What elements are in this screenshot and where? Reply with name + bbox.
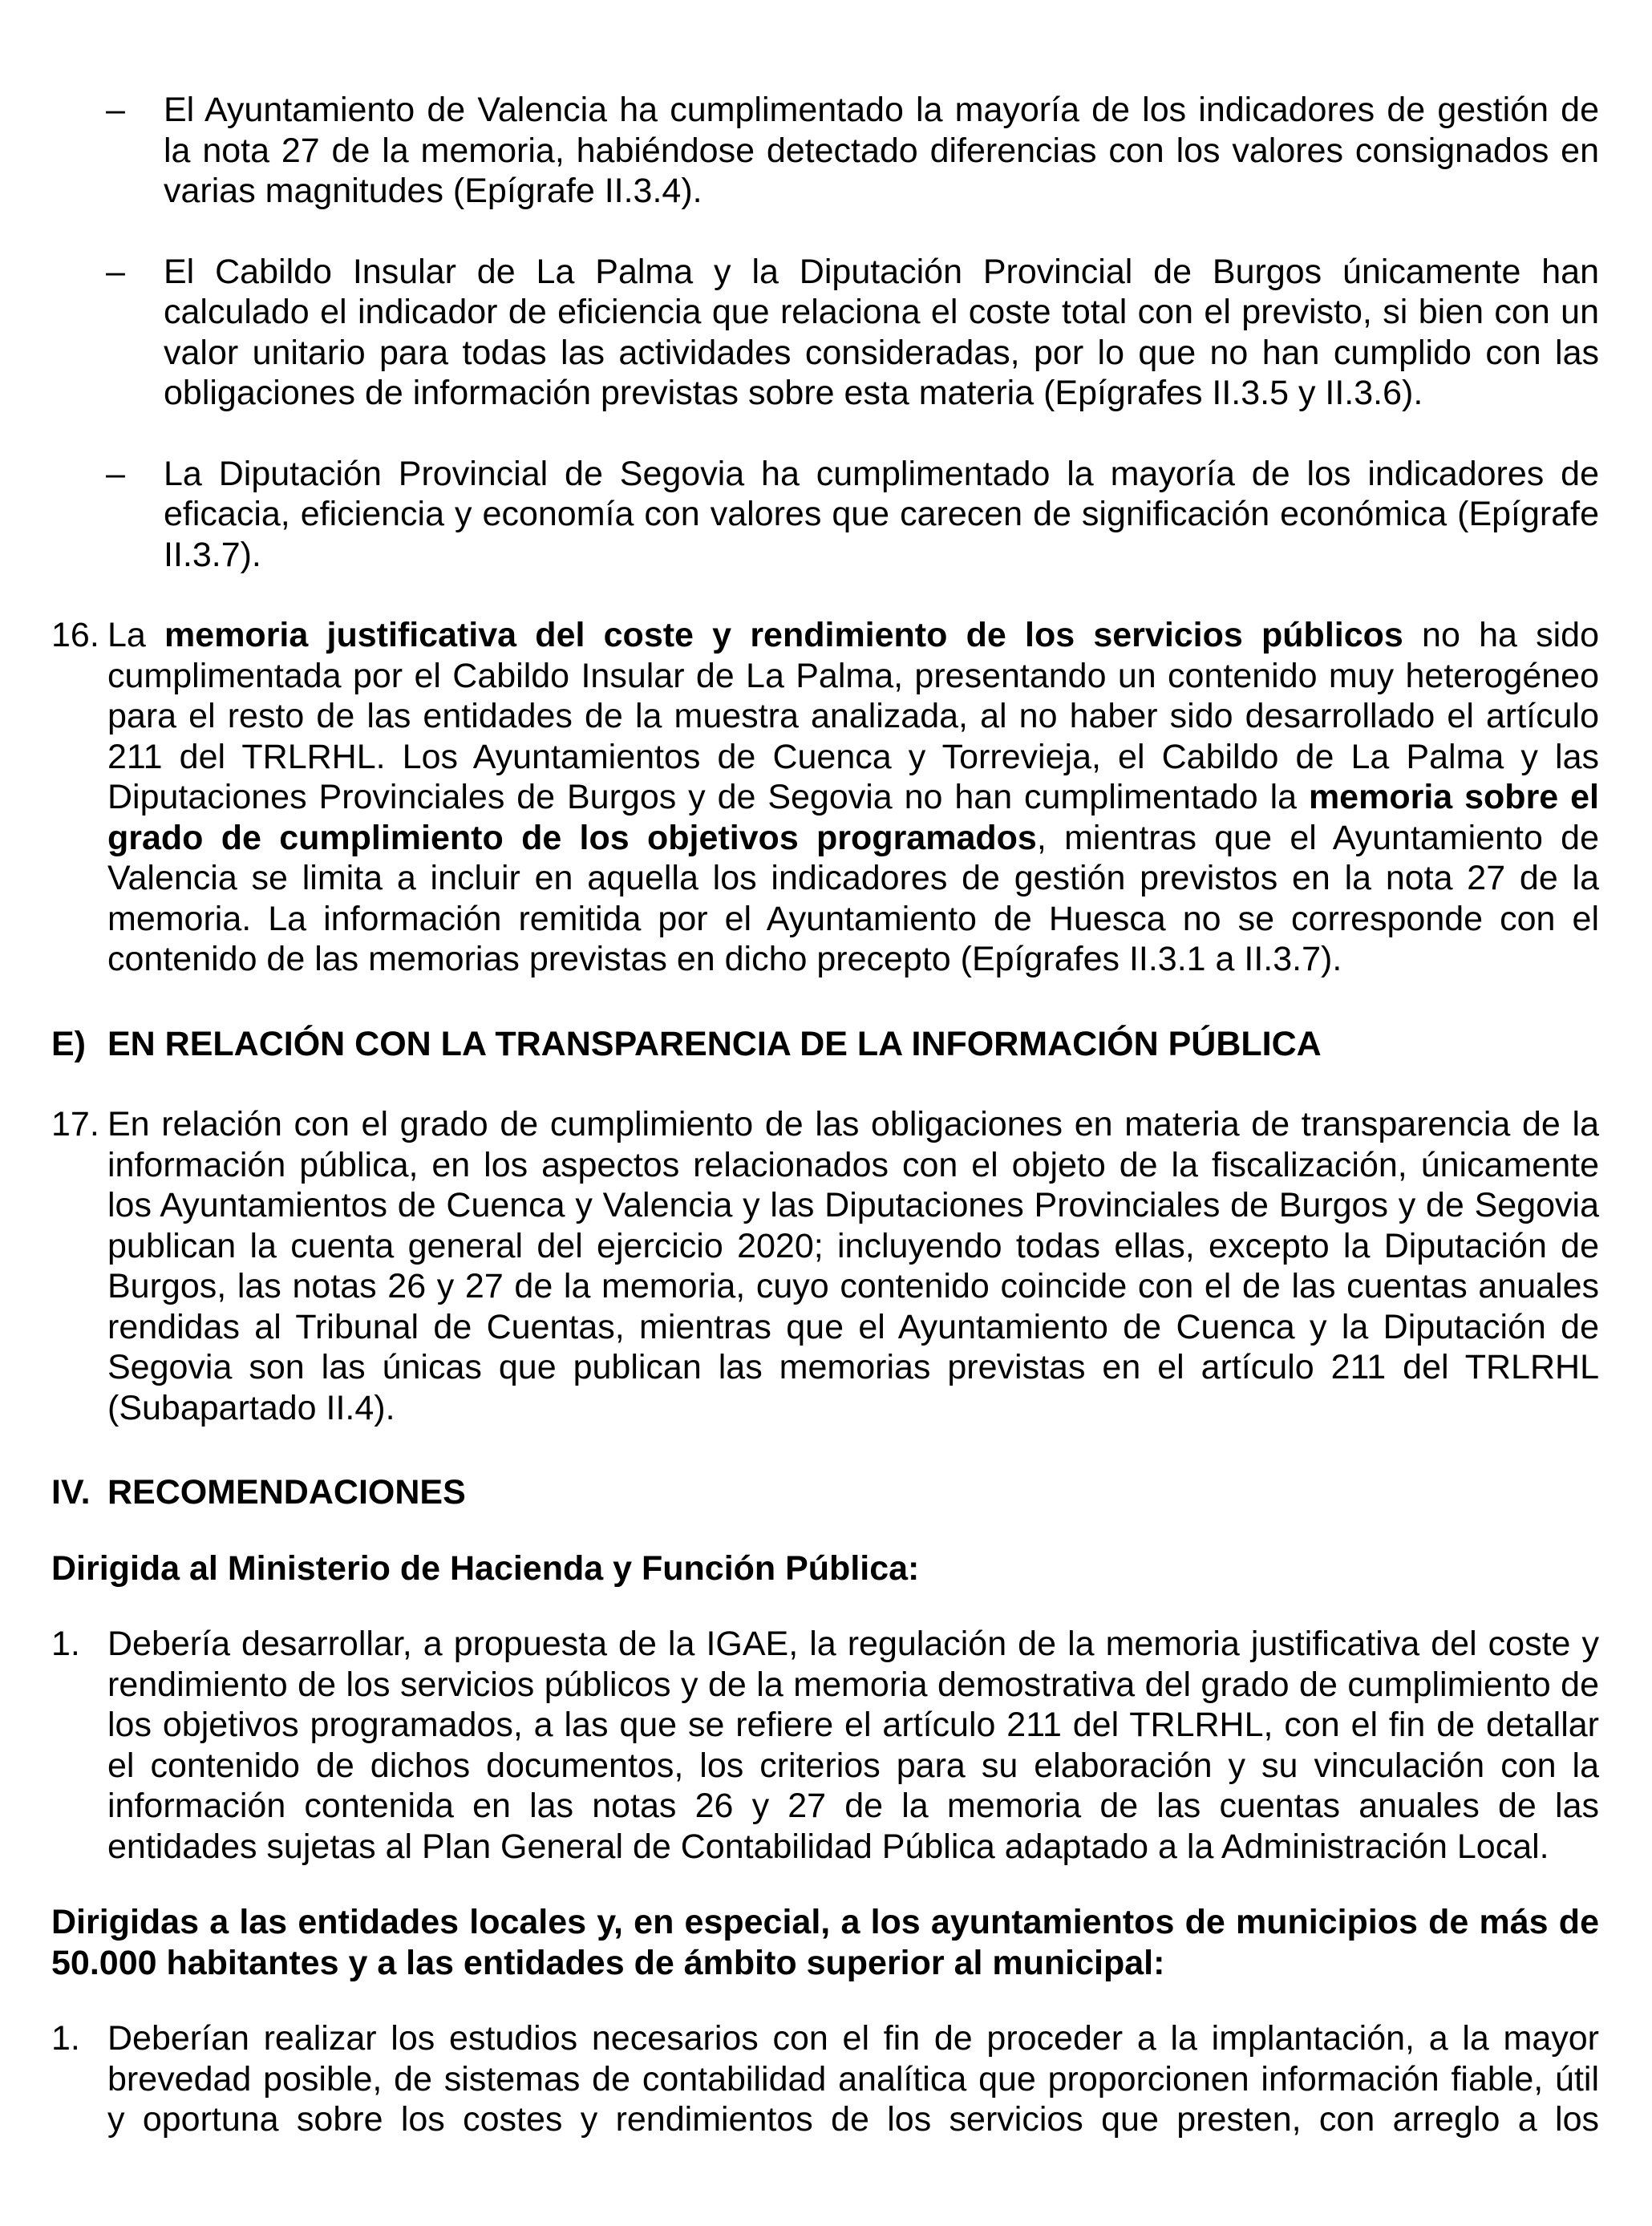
bullet-text: El Cabildo Insular de La Palma y la Diputación Provincial de Burgos únicamente han calculado el indicador de eficiencia que relaciona el coste total con el previsto, si bien con un valor unitario para todas las actividades consideradas, por lo que no han cumplido con las obligaciones de información previstas sobre esta materia (Epígrafes II.3.5 y II.3.6). <box>164 252 1599 412</box>
heading-entidades-locales: Dirigidas a las entidades locales y, en especial, a los ayuntamientos de municipios de más de 50.000 habitantes y a las entidades de ámbito superior al municipal: <box>51 1903 1599 1982</box>
item-text: La <box>107 616 165 654</box>
item-number: 1. <box>51 2019 80 2058</box>
section-iv-heading <box>51 1472 1599 1513</box>
section-e-heading <box>51 1024 1599 1065</box>
bullet-text: La Diputación Provincial de Segovia ha cumplimentado la mayoría de los indicadores de eficacia, eficiencia y economía con valores que carecen de significación económica (Epígrafe II.3.7). <box>164 454 1599 574</box>
item-text: , mientras que el Ayuntamiento de Valencia se limita a incluir en aquella los indicadores de gestión previstos en la nota 27 de la memoria. La información remitida por el Ayuntamiento de Huesca no se corresponde con el contenido de las memorias previstas en dicho precepto (Epígrafes II.3.1 a II.3.7). <box>107 818 1600 978</box>
item-text: En relación con el grado de cumplimiento de las obligaciones en materia de transparencia de la información pública, en los aspectos relacionados con el objeto de la fiscalización, únicamente los Ayuntamientos de Cuenca y Valencia y las Diputaciones Provinciales de Burgos y de Segovia publican la cuenta general del ejercicio 2020; incluyendo todas ellas, excepto la Diputación de Burgos, las notas 26 y 27 de la memoria, cuyo contenido coincide con el de las cuentas anuales rendidas al Tribunal de Cuentas, mientras que el Ayuntamiento de Cuenca y la Diputación de Segovia son las únicas que publican las memorias previstas en el artículo 211 del TRLRHL (Subapartado II.4). <box>107 1105 1599 1427</box>
item-text: Deberían realizar los estudios necesarios con el fin de proceder a la implantación, a la mayor brevedad posible, de sistemas de contabilidad analítica que proporcionen información fiable, útil y oportuna sobre los costes y rendimientos de los servicios que presten, con arreglo a los <box>107 2019 1599 2139</box>
dash-marker: – <box>106 252 125 291</box>
bold-phrase: memoria sobre el grado de cumplimiento de los objetivos programados <box>107 778 1599 857</box>
bold-phrase: memoria justificativa del coste y rendimiento de los servicios públicos <box>164 616 1403 654</box>
item-text: Debería desarrollar, a propuesta de la IGAE, la regulación de la memoria justificativa del coste y rendimiento de los servicios públicos y de la memoria demostrativa del grado de cumplimiento de los objetivos programados, a las que se refiere el artículo 211 del TRLRHL, con el fin de detallar el contenido de dichos documentos, los criterios para su elaboración y su vinculación con la información contenida en las notas 26 y 27 de la memoria de las cuentas anuales de las entidades sujetas al Plan General de Contabilidad Pública adaptado a la Administración Local. <box>107 1625 1599 1866</box>
item-number: 1. <box>51 1625 80 1663</box>
bullet-valencia <box>51 90 1599 212</box>
item-17 <box>51 1104 1599 1428</box>
section-title: RECOMENDACIONES <box>107 1473 466 1512</box>
dash-marker: – <box>106 91 125 129</box>
bullet-la-palma-burgos <box>51 252 1599 414</box>
recommendation-ministerio-1 <box>51 1624 1599 1867</box>
bullet-segovia <box>51 454 1599 576</box>
item-16 <box>51 615 1599 980</box>
section-title: EN RELACIÓN CON LA TRANSPARENCIA DE LA INFORMACIÓN PÚBLICA <box>107 1024 1322 1063</box>
item-text: no ha sido cumplimentada por el Cabildo Insular de La Palma, presentando un contenido muy heterogéneo para el resto de las entidades de la muestra analizada, al no haber sido desarrollado el artículo 211 del TRLRHL. Los Ayuntamientos de Cuenca y Torrevieja, el Cabildo de La Palma y las Diputaciones Provinciales de Burgos y de Segovia no han cumplimentado la <box>107 616 1599 816</box>
item-number: 17. <box>51 1105 99 1143</box>
dash-marker: – <box>106 454 125 493</box>
document-page <box>51 90 1599 2140</box>
heading-ministerio: Dirigida al Ministerio de Hacienda y Función Pública: <box>51 1548 920 1588</box>
section-marker: E) <box>51 1024 86 1063</box>
recommendation-entidades-1 <box>51 2018 1599 2140</box>
section-marker: IV. <box>51 1473 91 1512</box>
bullet-text: El Ayuntamiento de Valencia ha cumplimentado la mayoría de los indicadores de gestión de la nota 27 de la memoria, habiéndose detectado diferencias con los valores consignados en varias magnitudes (Epígrafe II.3.4). <box>164 91 1599 210</box>
item-number: 16. <box>51 616 99 654</box>
